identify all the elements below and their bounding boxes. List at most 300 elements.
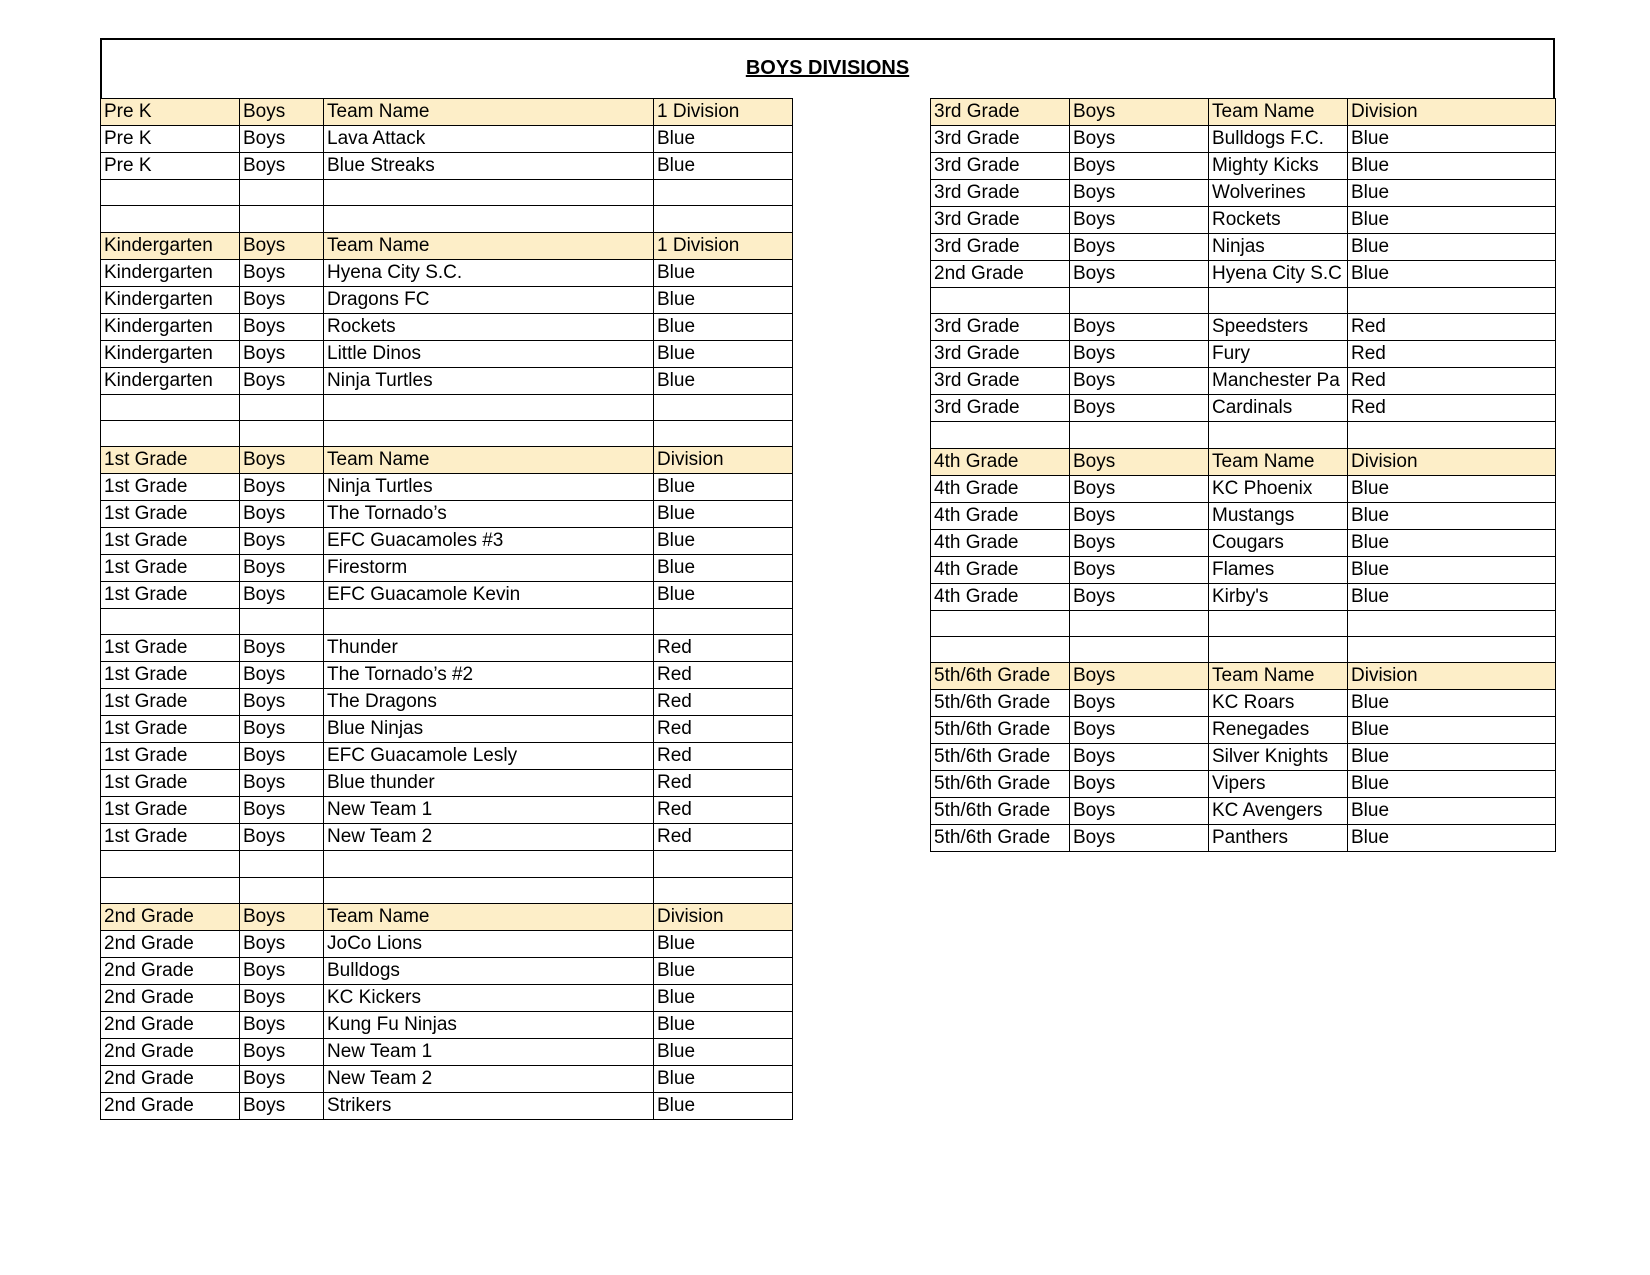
table-row <box>101 474 793 501</box>
division-cell <box>654 877 793 903</box>
team-name-cell: Team Name <box>324 904 654 931</box>
division-cell: Red <box>654 716 793 743</box>
team-name-cell <box>1209 610 1348 636</box>
division-cell: Blue <box>654 1066 793 1093</box>
team-name-cell: The Tornado’s #2 <box>324 662 654 689</box>
division-cell: Division <box>1348 99 1556 126</box>
table-row <box>101 313 793 340</box>
team-name-cell: KC Kickers <box>324 985 654 1012</box>
table-row <box>931 368 1556 395</box>
team-name-cell: Rockets <box>324 313 654 340</box>
grade-cell: 2nd Grade <box>101 931 240 958</box>
grade-cell: 5th/6th Grade <box>931 717 1070 744</box>
division-cell <box>654 180 793 206</box>
team-name-cell: Cardinals <box>1209 395 1348 422</box>
section-header-row <box>101 447 793 474</box>
gender-cell: Boys <box>240 931 324 958</box>
gender-cell: Boys <box>1070 556 1209 583</box>
table-row <box>101 153 793 180</box>
section-header-row <box>101 99 793 126</box>
division-cell: Red <box>654 743 793 770</box>
team-name-cell <box>324 206 654 232</box>
team-name-cell: Dragons FC <box>324 286 654 313</box>
gender-cell: Boys <box>1070 583 1209 610</box>
table-row <box>931 690 1556 717</box>
gender-cell: Boys <box>240 1066 324 1093</box>
grade-cell: Kindergarten <box>101 367 240 394</box>
grade-cell: 5th/6th Grade <box>931 744 1070 771</box>
grade-cell: 2nd Grade <box>931 261 1070 288</box>
section-header-row <box>101 232 793 259</box>
team-name-cell: Ninja Turtles <box>324 474 654 501</box>
gender-cell: Boys <box>240 501 324 528</box>
gender-cell <box>240 851 324 877</box>
team-name-cell <box>324 394 654 420</box>
gender-cell <box>240 420 324 446</box>
division-cell: Blue <box>1348 126 1556 153</box>
grade-cell: 1st Grade <box>101 474 240 501</box>
team-name-cell: Panthers <box>1209 825 1348 852</box>
blank-row <box>931 288 1556 314</box>
grade-cell <box>101 206 240 232</box>
table-row <box>101 367 793 394</box>
team-name-cell: Renegades <box>1209 717 1348 744</box>
gender-cell: Boys <box>240 985 324 1012</box>
grade-cell: Kindergarten <box>101 232 240 259</box>
team-name-cell: New Team 2 <box>324 824 654 851</box>
grade-cell: 4th Grade <box>931 556 1070 583</box>
gender-cell: Boys <box>1070 261 1209 288</box>
table-row <box>101 824 793 851</box>
grade-cell: 1st Grade <box>101 662 240 689</box>
team-name-cell <box>324 851 654 877</box>
division-cell: Division <box>654 447 793 474</box>
gender-cell: Boys <box>1070 744 1209 771</box>
grade-cell: Pre K <box>101 99 240 126</box>
gender-cell: Boys <box>240 904 324 931</box>
team-name-cell: Bulldogs F.C. <box>1209 126 1348 153</box>
grade-cell: 5th/6th Grade <box>931 798 1070 825</box>
division-cell <box>1348 610 1556 636</box>
gender-cell: Boys <box>240 958 324 985</box>
division-cell: Red <box>654 689 793 716</box>
blank-row <box>101 394 793 420</box>
team-name-cell: Blue Streaks <box>324 153 654 180</box>
gender-cell: Boys <box>240 689 324 716</box>
team-name-cell: Ninjas <box>1209 234 1348 261</box>
grade-cell: Kindergarten <box>101 286 240 313</box>
division-cell: Red <box>1348 341 1556 368</box>
section-header-row <box>931 663 1556 690</box>
gender-cell: Boys <box>240 743 324 770</box>
division-cell <box>654 206 793 232</box>
team-name-cell: Wolverines <box>1209 180 1348 207</box>
gender-cell: Boys <box>240 340 324 367</box>
division-cell: Blue <box>1348 261 1556 288</box>
grade-cell: 3rd Grade <box>931 99 1070 126</box>
division-cell: Blue <box>654 126 793 153</box>
table-row <box>101 662 793 689</box>
grade-cell: 1st Grade <box>101 501 240 528</box>
division-cell: Red <box>654 824 793 851</box>
table-row <box>931 261 1556 288</box>
grade-cell <box>101 394 240 420</box>
grade-cell <box>101 420 240 446</box>
division-cell: Blue <box>654 501 793 528</box>
table-row <box>101 689 793 716</box>
division-cell: Blue <box>1348 529 1556 556</box>
gender-cell <box>240 180 324 206</box>
grade-cell: 2nd Grade <box>101 985 240 1012</box>
gender-cell: Boys <box>1070 153 1209 180</box>
table-row <box>931 798 1556 825</box>
table-row <box>931 583 1556 610</box>
team-name-cell: Blue Ninjas <box>324 716 654 743</box>
team-name-cell: Strikers <box>324 1093 654 1120</box>
gender-cell: Boys <box>240 528 324 555</box>
team-name-cell: Manchester Pa <box>1209 368 1348 395</box>
section-header-row <box>931 99 1556 126</box>
blank-row <box>931 422 1556 448</box>
team-name-cell: KC Roars <box>1209 690 1348 717</box>
team-name-cell: Team Name <box>324 232 654 259</box>
grade-cell: 4th Grade <box>931 502 1070 529</box>
blank-row <box>101 206 793 232</box>
grade-cell: 1st Grade <box>101 689 240 716</box>
grade-cell: 1st Grade <box>101 447 240 474</box>
gender-cell: Boys <box>1070 180 1209 207</box>
division-cell: Red <box>654 797 793 824</box>
grade-cell <box>931 422 1070 448</box>
table-row <box>931 717 1556 744</box>
grade-cell: 2nd Grade <box>101 1093 240 1120</box>
table-row <box>101 931 793 958</box>
division-cell: Blue <box>1348 180 1556 207</box>
gender-cell: Boys <box>240 797 324 824</box>
gender-cell: Boys <box>240 635 324 662</box>
gender-cell: Boys <box>1070 663 1209 690</box>
division-cell: Blue <box>1348 583 1556 610</box>
blank-row <box>931 610 1556 636</box>
table-row <box>931 744 1556 771</box>
table-row <box>931 314 1556 341</box>
grade-cell: 3rd Grade <box>931 180 1070 207</box>
division-cell: Blue <box>1348 475 1556 502</box>
table-row <box>931 207 1556 234</box>
division-cell <box>1348 288 1556 314</box>
grade-cell: 3rd Grade <box>931 126 1070 153</box>
division-cell: Blue <box>1348 825 1556 852</box>
gender-cell: Boys <box>240 1039 324 1066</box>
division-cell: Red <box>654 662 793 689</box>
division-cell: Red <box>1348 395 1556 422</box>
grade-cell: 1st Grade <box>101 770 240 797</box>
division-cell <box>1348 422 1556 448</box>
team-name-cell: Blue thunder <box>324 770 654 797</box>
grade-cell: 4th Grade <box>931 583 1070 610</box>
grade-cell: Kindergarten <box>101 259 240 286</box>
table-row <box>101 985 793 1012</box>
grade-cell: 1st Grade <box>101 635 240 662</box>
division-cell: Blue <box>1348 771 1556 798</box>
division-cell: Blue <box>654 367 793 394</box>
team-name-cell: New Team 2 <box>324 1066 654 1093</box>
division-cell: Division <box>654 904 793 931</box>
division-cell: Blue <box>1348 717 1556 744</box>
team-name-cell: Flames <box>1209 556 1348 583</box>
table-row <box>101 1066 793 1093</box>
gender-cell: Boys <box>1070 341 1209 368</box>
gender-cell: Boys <box>240 447 324 474</box>
team-name-cell: Rockets <box>1209 207 1348 234</box>
table-row <box>931 825 1556 852</box>
team-name-cell: Team Name <box>1209 663 1348 690</box>
gender-cell: Boys <box>1070 395 1209 422</box>
division-cell: Blue <box>654 286 793 313</box>
division-cell: Blue <box>654 153 793 180</box>
section-header-row <box>101 904 793 931</box>
division-cell: Blue <box>1348 556 1556 583</box>
grade-cell: 4th Grade <box>931 448 1070 475</box>
table-row <box>101 501 793 528</box>
division-cell: Blue <box>654 985 793 1012</box>
division-cell <box>654 609 793 635</box>
gender-cell: Boys <box>240 259 324 286</box>
division-cell <box>654 394 793 420</box>
gender-cell <box>1070 288 1209 314</box>
grade-cell: 2nd Grade <box>101 958 240 985</box>
team-name-cell: Kung Fu Ninjas <box>324 1012 654 1039</box>
table-row <box>101 770 793 797</box>
team-name-cell <box>324 420 654 446</box>
team-name-cell: Fury <box>1209 341 1348 368</box>
section-header-row <box>931 448 1556 475</box>
gender-cell <box>240 394 324 420</box>
team-name-cell: Team Name <box>1209 99 1348 126</box>
team-name-cell: Mustangs <box>1209 502 1348 529</box>
team-name-cell: KC Avengers <box>1209 798 1348 825</box>
division-cell: Blue <box>654 1012 793 1039</box>
division-cell: Blue <box>1348 502 1556 529</box>
gender-cell: Boys <box>240 232 324 259</box>
gender-cell: Boys <box>240 555 324 582</box>
table-row <box>101 1039 793 1066</box>
team-name-cell: Cougars <box>1209 529 1348 556</box>
right-divisions-table <box>930 98 1556 852</box>
grade-cell: 3rd Grade <box>931 207 1070 234</box>
grade-cell: 3rd Grade <box>931 153 1070 180</box>
team-name-cell: Mighty Kicks <box>1209 153 1348 180</box>
gender-cell: Boys <box>240 824 324 851</box>
gender-cell: Boys <box>1070 368 1209 395</box>
gender-cell <box>240 609 324 635</box>
grade-cell <box>101 180 240 206</box>
gender-cell: Boys <box>1070 825 1209 852</box>
division-cell <box>654 420 793 446</box>
grade-cell: 1st Grade <box>101 716 240 743</box>
gender-cell: Boys <box>1070 798 1209 825</box>
grade-cell: Kindergarten <box>101 313 240 340</box>
table-row <box>101 126 793 153</box>
grade-cell <box>931 610 1070 636</box>
table-row <box>101 340 793 367</box>
division-cell: Blue <box>654 474 793 501</box>
table-row <box>931 180 1556 207</box>
blank-row <box>101 877 793 903</box>
grade-cell: 5th/6th Grade <box>931 825 1070 852</box>
grade-cell <box>931 288 1070 314</box>
table-row <box>101 582 793 609</box>
grade-cell <box>101 851 240 877</box>
gender-cell: Boys <box>1070 475 1209 502</box>
grade-cell: 1st Grade <box>101 528 240 555</box>
grade-cell: Kindergarten <box>101 340 240 367</box>
team-name-cell: Firestorm <box>324 555 654 582</box>
table-row <box>931 771 1556 798</box>
team-name-cell: Lava Attack <box>324 126 654 153</box>
gender-cell: Boys <box>1070 771 1209 798</box>
team-name-cell: The Dragons <box>324 689 654 716</box>
blank-row <box>101 180 793 206</box>
gender-cell <box>1070 422 1209 448</box>
division-cell <box>654 851 793 877</box>
team-name-cell <box>1209 422 1348 448</box>
grade-cell: 1st Grade <box>101 797 240 824</box>
team-name-cell: New Team 1 <box>324 797 654 824</box>
gender-cell: Boys <box>1070 234 1209 261</box>
division-cell: Red <box>1348 314 1556 341</box>
table-row <box>931 529 1556 556</box>
table-row <box>101 259 793 286</box>
gender-cell: Boys <box>1070 126 1209 153</box>
grade-cell: 1st Grade <box>101 743 240 770</box>
gender-cell: Boys <box>1070 99 1209 126</box>
grade-cell: 2nd Grade <box>101 904 240 931</box>
grade-cell <box>101 609 240 635</box>
title-box <box>100 38 1555 98</box>
team-name-cell: Vipers <box>1209 771 1348 798</box>
gender-cell: Boys <box>240 99 324 126</box>
team-name-cell: Speedsters <box>1209 314 1348 341</box>
gender-cell: Boys <box>240 153 324 180</box>
division-cell: 1 Division <box>654 99 793 126</box>
gender-cell: Boys <box>1070 717 1209 744</box>
division-cell: Blue <box>654 340 793 367</box>
table-row <box>101 797 793 824</box>
blank-row <box>931 636 1556 662</box>
team-name-cell: EFC Guacamole Lesly <box>324 743 654 770</box>
grade-cell: 3rd Grade <box>931 395 1070 422</box>
division-cell: Blue <box>1348 690 1556 717</box>
division-cell: Blue <box>1348 798 1556 825</box>
table-row <box>931 475 1556 502</box>
table-row <box>101 958 793 985</box>
gender-cell <box>240 877 324 903</box>
grade-cell: 3rd Grade <box>931 314 1070 341</box>
gender-cell: Boys <box>240 770 324 797</box>
gender-cell: Boys <box>1070 207 1209 234</box>
table-row <box>931 234 1556 261</box>
division-cell: Blue <box>1348 234 1556 261</box>
gender-cell: Boys <box>1070 529 1209 556</box>
team-name-cell: Ninja Turtles <box>324 367 654 394</box>
team-name-cell: Silver Knights <box>1209 744 1348 771</box>
table-row <box>931 395 1556 422</box>
team-name-cell: KC Phoenix <box>1209 475 1348 502</box>
table-row <box>931 341 1556 368</box>
blank-row <box>101 420 793 446</box>
division-cell: Blue <box>654 259 793 286</box>
grade-cell <box>101 877 240 903</box>
division-cell: Blue <box>654 931 793 958</box>
team-name-cell: The Tornado’s <box>324 501 654 528</box>
grade-cell: 1st Grade <box>101 555 240 582</box>
team-name-cell: Hyena City S.C <box>1209 261 1348 288</box>
gender-cell: Boys <box>240 474 324 501</box>
gender-cell: Boys <box>240 126 324 153</box>
grade-cell: 5th/6th Grade <box>931 663 1070 690</box>
division-cell: Blue <box>654 313 793 340</box>
gender-cell: Boys <box>1070 502 1209 529</box>
table-row <box>101 528 793 555</box>
table-row <box>101 555 793 582</box>
team-name-cell: Hyena City S.C. <box>324 259 654 286</box>
blank-row <box>101 851 793 877</box>
team-name-cell: JoCo Lions <box>324 931 654 958</box>
grade-cell: 2nd Grade <box>101 1012 240 1039</box>
grade-cell: 3rd Grade <box>931 341 1070 368</box>
table-row <box>101 716 793 743</box>
table-row <box>931 556 1556 583</box>
division-cell: Red <box>654 635 793 662</box>
table-row <box>931 502 1556 529</box>
left-divisions-table <box>100 98 793 1120</box>
gender-cell: Boys <box>1070 314 1209 341</box>
team-name-cell: Thunder <box>324 635 654 662</box>
gender-cell <box>1070 610 1209 636</box>
table-row <box>101 1093 793 1120</box>
grade-cell: 3rd Grade <box>931 368 1070 395</box>
grade-cell: 4th Grade <box>931 475 1070 502</box>
gender-cell: Boys <box>240 367 324 394</box>
team-name-cell <box>1209 636 1348 662</box>
gender-cell: Boys <box>240 716 324 743</box>
grade-cell: Pre K <box>101 153 240 180</box>
division-cell <box>1348 636 1556 662</box>
table-row <box>931 153 1556 180</box>
team-name-cell <box>1209 288 1348 314</box>
division-cell: Blue <box>654 555 793 582</box>
division-cell: Blue <box>1348 744 1556 771</box>
grade-cell: 4th Grade <box>931 529 1070 556</box>
gender-cell: Boys <box>240 662 324 689</box>
grade-cell: 5th/6th Grade <box>931 771 1070 798</box>
division-cell: Blue <box>654 958 793 985</box>
division-cell: 1 Division <box>654 232 793 259</box>
table-row <box>101 743 793 770</box>
grade-cell <box>931 636 1070 662</box>
team-name-cell <box>324 609 654 635</box>
division-cell: Blue <box>654 1093 793 1120</box>
gender-cell: Boys <box>1070 448 1209 475</box>
team-name-cell: Team Name <box>324 99 654 126</box>
team-name-cell: Team Name <box>324 447 654 474</box>
team-name-cell <box>324 180 654 206</box>
grade-cell: Pre K <box>101 126 240 153</box>
table-row <box>931 126 1556 153</box>
division-cell: Red <box>654 770 793 797</box>
table-row <box>101 286 793 313</box>
